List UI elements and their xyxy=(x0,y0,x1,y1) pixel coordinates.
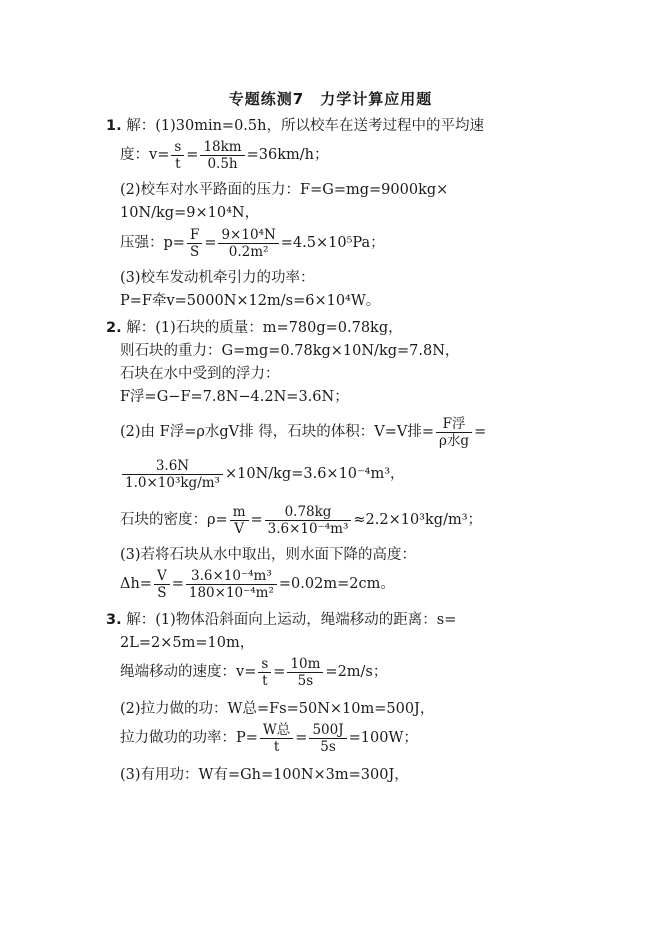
text: ≈2.2×10³kg/m³； xyxy=(353,512,483,528)
problem-2-line-3: 石块在水中受到的浮力： xyxy=(120,366,280,382)
text: = xyxy=(474,424,487,440)
page-title: 专题练测7 力学计算应用题 xyxy=(228,90,433,108)
fraction xyxy=(200,139,244,172)
problem-2-line-2: 则石块的重力：G=mg=0.78kg×10N/kg=7.8N， xyxy=(120,343,460,359)
denominator: 3.6×10⁻⁴m³ xyxy=(267,520,349,537)
fraction xyxy=(230,504,249,537)
text: =2m/s； xyxy=(325,664,388,680)
problem-1-number: 1. xyxy=(106,118,122,134)
text: 拉力做功的功率：P= xyxy=(120,730,258,746)
problem-2-text: 解：(1)石块的质量：m=780g=0.78kg， xyxy=(126,320,403,336)
denominator: 0.2m² xyxy=(228,243,269,260)
denominator: t xyxy=(175,155,181,172)
fraction xyxy=(187,227,202,260)
problem-1-text: 解：(1)30min=0.5h，所以校车在送考过程中的平均速 xyxy=(126,118,484,134)
fraction xyxy=(186,568,277,601)
denominator: 1.0×10³kg/m³ xyxy=(125,474,220,491)
problem-2-line-8: (3)若将石块从水中取出，则水面下降的高度： xyxy=(120,547,417,563)
problem-1-line-2 xyxy=(120,138,328,172)
text: =0.02m=2cm。 xyxy=(278,576,395,592)
numerator: s xyxy=(258,656,271,673)
denominator: 5s xyxy=(320,738,336,755)
text: = xyxy=(186,147,199,163)
denominator: ρ水g xyxy=(439,432,470,449)
text: = xyxy=(250,512,263,528)
problem-3-line-1 xyxy=(106,610,456,630)
numerator: W总 xyxy=(260,722,293,739)
text: (2)由 F浮=ρ水gV排 得，石块的体积：V=V排= xyxy=(120,424,434,440)
text: = xyxy=(273,664,286,680)
problem-1-line-7: P=F牵v=5000N×12m/s=6×10⁴W。 xyxy=(120,293,381,309)
text: 绳端移动的速度：v= xyxy=(120,664,257,680)
numerator: F xyxy=(187,227,202,244)
numerator: 10m xyxy=(287,656,323,673)
problem-2-line-4: F浮=G−F=7.8N−4.2N=3.6N； xyxy=(120,389,349,405)
problem-3-line-6: (3)有用功：W有=Gh=100N×3m=300J， xyxy=(120,767,409,783)
problem-1-line-6: (3)校车发动机牵引力的功率： xyxy=(120,270,315,286)
problem-3-line-3 xyxy=(120,654,387,690)
fraction xyxy=(287,656,323,689)
text: = xyxy=(171,576,184,592)
numerator: F浮 xyxy=(436,416,472,433)
fraction xyxy=(171,139,184,172)
text: =100W； xyxy=(348,730,418,746)
denominator: t xyxy=(273,738,280,755)
problem-3-line-5 xyxy=(120,720,418,756)
problem-3-line-4: (2)拉力做的功：W总=Fs=50N×10m=500J， xyxy=(120,701,435,717)
text: 压强：p= xyxy=(120,235,185,251)
text: Δh= xyxy=(120,576,152,592)
numerator: 3.6N xyxy=(122,458,223,475)
numerator: 500J xyxy=(309,722,346,739)
fraction xyxy=(309,722,346,755)
numerator: m xyxy=(230,504,249,521)
text: 度：v= xyxy=(120,147,170,163)
denominator: 0.5h xyxy=(207,155,238,172)
text: = xyxy=(204,235,217,251)
problem-1-line-1 xyxy=(106,116,484,136)
denominator: S xyxy=(190,243,200,260)
text: 石块的密度：ρ= xyxy=(120,512,228,528)
numerator: s xyxy=(171,139,184,156)
fraction xyxy=(154,568,170,601)
numerator: 3.6×10⁻⁴m³ xyxy=(186,568,277,585)
denominator: S xyxy=(157,584,167,601)
numerator: 18km xyxy=(200,139,244,156)
denominator: 180×10⁻⁴m² xyxy=(188,584,274,601)
problem-1-line-3: (2)校车对水平路面的压力：F=G=mg=9000kg× xyxy=(120,182,449,198)
problem-2-line-7 xyxy=(120,502,482,538)
problem-1-line-4: 10N/kg=9×10⁴N， xyxy=(120,205,260,221)
numerator: 0.78kg xyxy=(265,504,352,521)
problem-2-line-9 xyxy=(120,566,395,602)
problem-2-line-1 xyxy=(106,318,403,338)
denominator: V xyxy=(234,520,244,537)
problem-2-line-5 xyxy=(120,414,486,450)
fraction xyxy=(218,227,278,260)
problem-3-number: 3. xyxy=(106,612,122,628)
problem-2-number: 2. xyxy=(106,320,122,336)
fraction xyxy=(258,656,271,689)
fraction xyxy=(265,504,352,537)
text: =36km/h； xyxy=(246,147,329,163)
fraction xyxy=(436,416,472,449)
problem-3-line-2: 2L=2×5m=10m， xyxy=(120,635,255,651)
numerator: 9×10⁴N xyxy=(218,227,278,244)
numerator: V xyxy=(154,568,170,585)
problem-3-text: 解：(1)物体沿斜面向上运动，绳端移动的距离：s= xyxy=(126,612,457,628)
fraction xyxy=(122,458,223,491)
text: ×10N/kg=3.6×10⁻⁴m³， xyxy=(224,466,405,482)
denominator: t xyxy=(262,672,268,689)
denominator: 5s xyxy=(297,672,314,689)
text: = xyxy=(295,730,308,746)
fraction xyxy=(260,722,293,755)
text: =4.5×10⁵Pa； xyxy=(280,235,385,251)
problem-2-line-6 xyxy=(120,456,405,492)
problem-1-line-5 xyxy=(120,226,385,260)
